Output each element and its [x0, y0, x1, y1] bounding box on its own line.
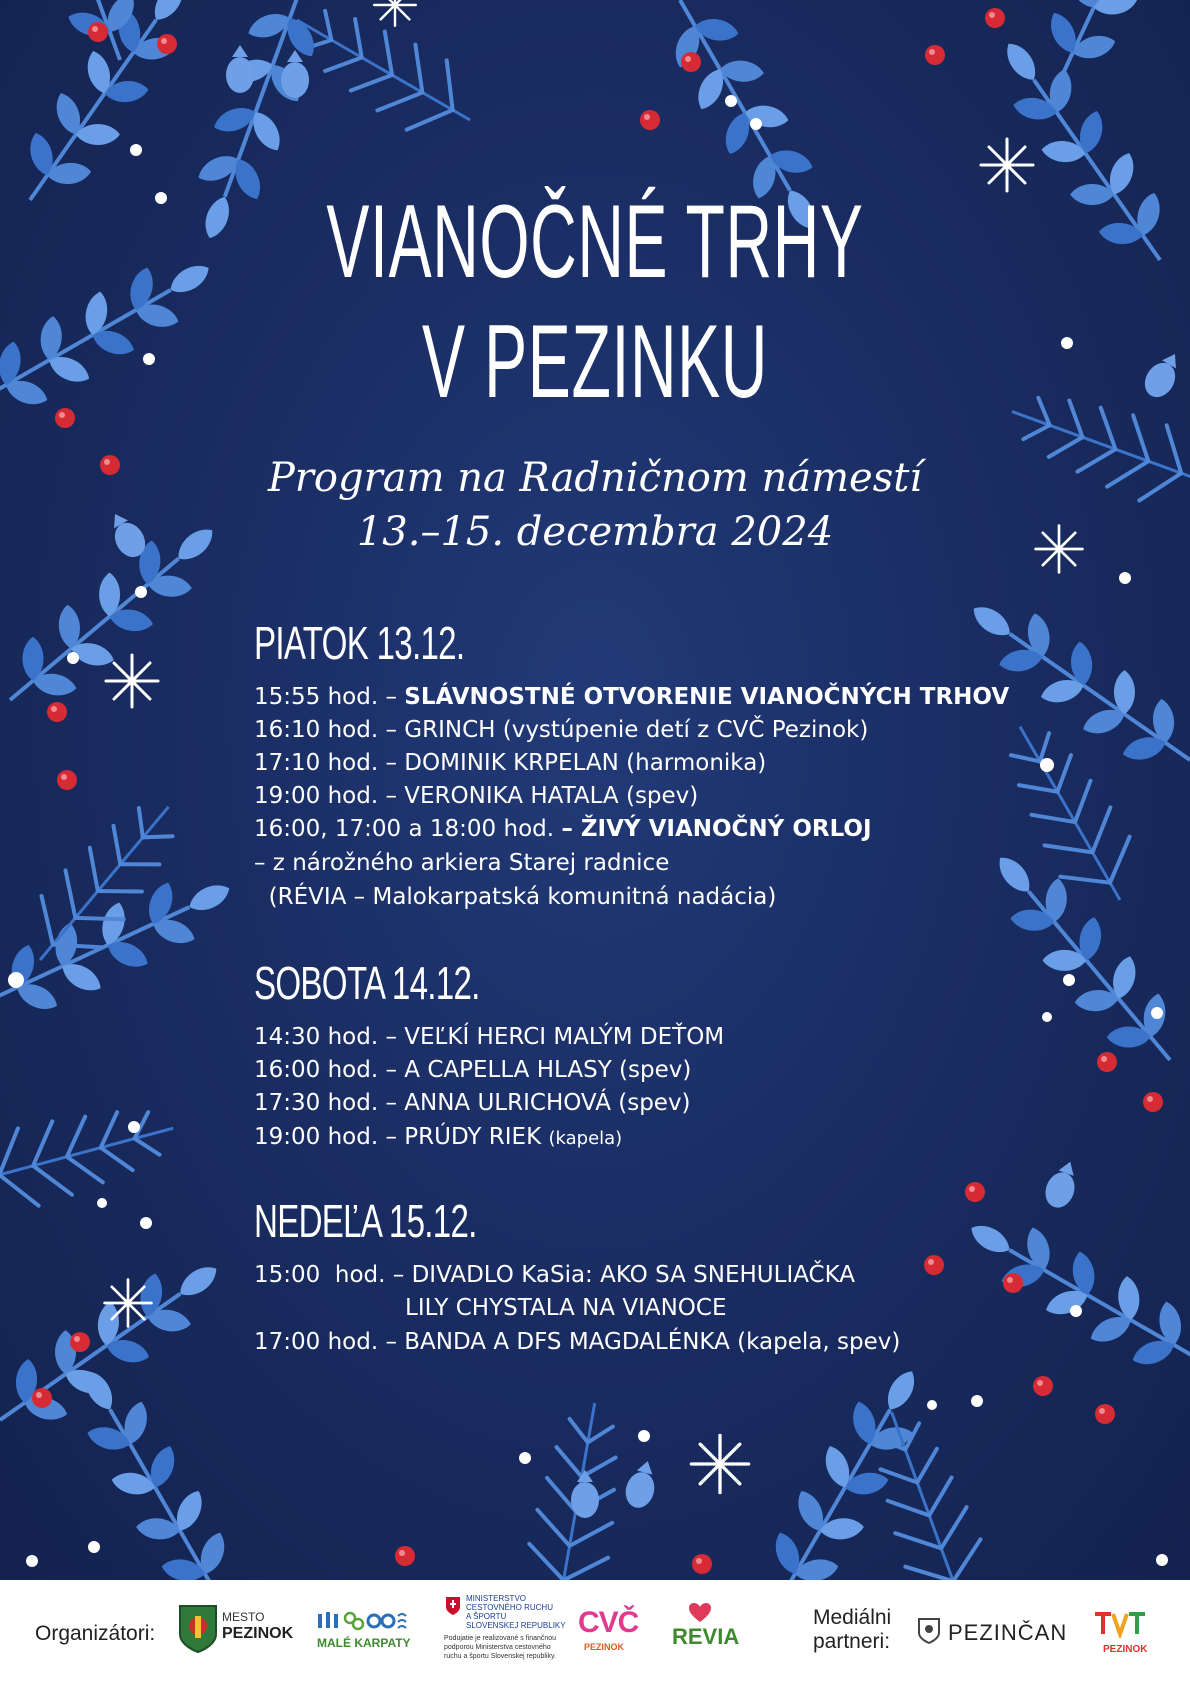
row-time: 17:30 hod. –: [254, 1090, 405, 1116]
ministry-line-3: A ŠPORTU: [466, 1612, 507, 1621]
row-time: 17:10 hod. –: [254, 750, 405, 776]
mesto-label-1: MESTO: [222, 1610, 265, 1624]
row-text: LILY CHYSTALA NA VIANOCE: [405, 1295, 727, 1321]
ministry-line-1: MINISTERSTVO: [466, 1594, 527, 1603]
program-row: [254, 785, 698, 808]
subtitle-line-1: Program na Radničnom námestí: [267, 455, 923, 501]
slovak-shield-icon: [445, 1596, 461, 1616]
tv-pezinok-icon: [1093, 1610, 1147, 1638]
tv-pezinok-label: PEZINOK: [1103, 1644, 1148, 1655]
row-text: PRÚDY RIEK: [404, 1124, 549, 1150]
program-row: [405, 1297, 727, 1320]
cvc-logo: CVČ: [578, 1606, 639, 1639]
row-bold: SLÁVNOSTNÉ OTVORENIE VIANOČNÝCH TRHOV: [404, 684, 1010, 710]
row-time: 19:00 hod. –: [254, 1124, 405, 1150]
program-row: [254, 1092, 691, 1115]
subtitle-line-2: 13.–15. decembra 2024: [356, 509, 834, 555]
program-row: [254, 1264, 855, 1287]
day-heading-friday: PIATOK 13.12.: [254, 617, 465, 669]
row-text: DIVADLO KaSia: AKO SA SNEHULIAČKA: [411, 1262, 856, 1288]
coat-of-arms-icon: [178, 1604, 218, 1654]
program-row: [254, 852, 669, 875]
row-text: A CAPELLA HLASY (spev): [404, 1057, 692, 1083]
row-text: GRINCH (vystúpenie detí z CVČ Pezinok): [404, 717, 869, 743]
pezincan-label: PEZINČAN: [948, 1620, 1068, 1645]
row-time: 14:30 hod. –: [254, 1024, 405, 1050]
row-text: VEĽKÍ HERCI MALÝM DEŤOM: [404, 1024, 725, 1050]
row-text: (RÉVIA – Malokarpatská komunitná nadácia): [254, 884, 777, 910]
footer-bar: [0, 1580, 1190, 1683]
row-time: 16:00 hod. –: [254, 1057, 405, 1083]
day-heading-saturday: SOBOTA 14.12.: [254, 957, 480, 1009]
row-text: – z nárožného arkiera Starej radnice: [254, 850, 670, 876]
pezincan-shield-icon: [918, 1618, 940, 1644]
row-time: 15:00 hod. –: [254, 1262, 412, 1288]
mesto-pezinok-logo: [178, 1604, 218, 1658]
row-text: DOMINIK KRPELAN (harmonika): [404, 750, 767, 776]
ministry-line-4: SLOVENSKEJ REPUBLIKY: [466, 1621, 566, 1630]
revia-label: REVIA: [672, 1624, 740, 1649]
ministry-note-1: Podujatie je realizované s finančnou: [444, 1635, 557, 1642]
row-time: 16:10 hod. –: [254, 717, 405, 743]
male-karpaty-logo: [316, 1610, 410, 1636]
ministry-note-3: ruchu a športu Slovenskej republiky.: [444, 1653, 556, 1660]
row-time: 17:00 hod. –: [254, 1329, 405, 1355]
program-row: [254, 1059, 691, 1082]
program-row: [254, 818, 872, 841]
mesto-label-2: PEZINOK: [222, 1625, 294, 1642]
row-small: (kapela): [548, 1128, 623, 1149]
heart-icon: [688, 1602, 712, 1624]
program-row: [254, 1026, 724, 1049]
organizers-label: Organizátori:: [35, 1622, 156, 1645]
ministry-logo: [445, 1596, 461, 1620]
program-row: [254, 752, 766, 775]
row-text: VERONIKA HATALA (spev): [404, 783, 699, 809]
tv-pezinok-logo: [1093, 1610, 1147, 1642]
row-bold: – ŽIVÝ VIANOČNÝ ORLOJ: [561, 816, 872, 842]
row-time: 16:00, 17:00 a 18:00 hod.: [254, 816, 562, 842]
row-time: 19:00 hod. –: [254, 783, 405, 809]
male-karpaty-label: MALÉ KARPATY: [317, 1636, 411, 1650]
program-row: [254, 1126, 622, 1149]
program-row: [254, 1331, 900, 1354]
row-text: BANDA A DFS MAGDALÉNKA (kapela, spev): [404, 1329, 901, 1355]
ministry-line-2: CESTOVNÉHO RUCHU: [466, 1603, 553, 1612]
title-line-2: V PEZINKU: [422, 304, 768, 420]
pezincan-logo: [918, 1618, 940, 1648]
male-karpaty-icon: [316, 1610, 410, 1632]
media-partners-label-2: partneri:: [813, 1630, 891, 1653]
day-heading-sunday: NEDEĽA 15.12.: [254, 1195, 477, 1247]
program-row: [254, 719, 868, 742]
program-row: [254, 686, 1009, 709]
cvc-sub-label: PEZINOK: [584, 1642, 625, 1652]
program-row: [254, 886, 776, 909]
ministry-note-2: podporou Ministerstva cestovného: [444, 1644, 551, 1651]
title-line-1: VIANOČNÉ TRHY: [326, 184, 864, 300]
row-time: 15:55 hod. –: [254, 684, 405, 710]
media-partners-label-1: Mediálni: [813, 1606, 892, 1629]
row-text: ANNA ULRICHOVÁ (spev): [404, 1090, 691, 1116]
